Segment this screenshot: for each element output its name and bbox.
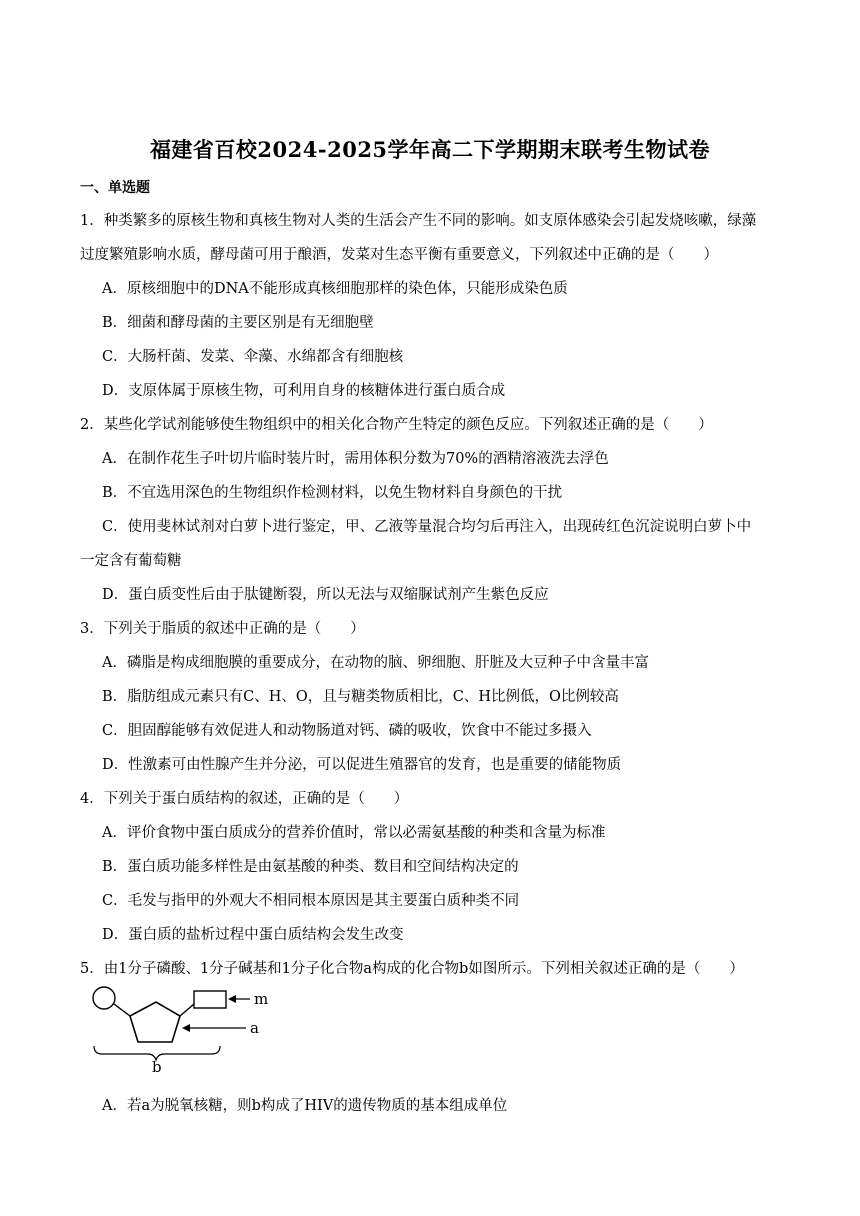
question-3-option-b: B．脂肪组成元素只有C、H、O，且与糖类物质相比，C、H比例低，O比例较高 xyxy=(102,689,619,705)
label-m: m xyxy=(254,990,269,1008)
base-bond xyxy=(180,1004,194,1016)
base-box xyxy=(194,991,226,1008)
question-1-stem-line-1: 1．种类繁多的原核生物和真核生物对人类的生活会产生不同的影响。如支原体感染会引起发烧咳嗽，绿藻 xyxy=(80,213,757,229)
question-1-stem-line-2: 过度繁殖影响水质，酵母菌可用于酿酒，发菜对生态平衡有重要意义，下列叙述中正确的是（ ） xyxy=(80,247,718,263)
label-b: b xyxy=(152,1058,162,1072)
question-2-option-c-continued: 一定含有葡萄糖 xyxy=(80,553,182,569)
nucleotide-diagram xyxy=(88,980,288,1072)
pentose-ring xyxy=(130,1002,180,1042)
phosphate-bond xyxy=(114,1004,130,1016)
question-1-option-c: C．大肠杆菌、发菜、伞藻、水绵都含有细胞核 xyxy=(102,349,404,365)
question-3-option-d: D．性激素可由性腺产生并分泌，可以促进生殖器官的发育，也是重要的储能物质 xyxy=(102,757,622,773)
question-1-option-a: A．原核细胞中的DNA不能形成真核细胞那样的染色体，只能形成染色质 xyxy=(102,281,568,297)
phosphate-circle xyxy=(93,987,115,1009)
arrow-m-head xyxy=(228,995,236,1003)
question-2-option-d: D．蛋白质变性后由于肽键断裂，所以无法与双缩脲试剂产生紫色反应 xyxy=(102,587,549,603)
section-heading: 一、单选题 xyxy=(80,180,150,196)
question-4-option-d: D．蛋白质的盐析过程中蛋白质结构会发生改变 xyxy=(102,927,404,943)
label-a: a xyxy=(250,1019,259,1037)
question-5-option-a: A．若a为脱氧核糖，则b构成了HIV的遗传物质的基本组成单位 xyxy=(102,1098,508,1114)
question-2-option-c: C．使用斐林试剂对白萝卜进行鉴定，甲、乙液等量混合均匀后再注入，出现砖红色沉淀说明白萝卜中 xyxy=(102,519,752,535)
arrow-a-head xyxy=(182,1024,190,1032)
question-2-option-b: B．不宜选用深色的生物组织作检测材料，以免生物材料自身颜色的干扰 xyxy=(102,485,563,501)
question-1-option-b: B．细菌和酵母菌的主要区别是有无细胞壁 xyxy=(102,315,374,331)
question-4-stem: 4．下列关于蛋白质结构的叙述，正确的是（ ） xyxy=(80,791,409,807)
question-4-option-c: C．毛发与指甲的外观大不相同根本原因是其主要蛋白质种类不同 xyxy=(102,893,520,909)
question-4-option-a: A．评价食物中蛋白质成分的营养价值时，常以必需氨基酸的种类和含量为标准 xyxy=(102,825,606,841)
question-1-option-d: D．支原体属于原核生物，可利用自身的核糖体进行蛋白质合成 xyxy=(102,383,506,399)
question-3-option-a: A．磷脂是构成细胞膜的重要成分，在动物的脑、卵细胞、肝脏及大豆种子中含量丰富 xyxy=(102,655,649,671)
question-3-option-c: C．胆固醇能够有效促进人和动物肠道对钙、磷的吸收，饮食中不能过多摄入 xyxy=(102,723,592,739)
question-4-option-b: B．蛋白质功能多样性是由氨基酸的种类、数目和空间结构决定的 xyxy=(102,859,519,875)
question-2-option-a: A．在制作花生子叶切片临时装片时，需用体积分数为70%的酒精溶液洗去浮色 xyxy=(102,451,609,467)
question-3-stem: 3．下列关于脂质的叙述中正确的是（ ） xyxy=(80,621,365,637)
page-title: 福建省百校2024-2025学年高二下学期期末联考生物试卷 xyxy=(149,137,711,162)
question-2-stem: 2．某些化学试剂能够使生物组织中的相关化合物产生特定的颜色反应。下列叙述正确的是（ ） xyxy=(80,417,713,433)
question-5-stem: 5．由1分子磷酸、1分子碱基和1分子化合物a构成的化合物b如图所示。下列相关叙述正确的是（ ） xyxy=(80,961,744,977)
